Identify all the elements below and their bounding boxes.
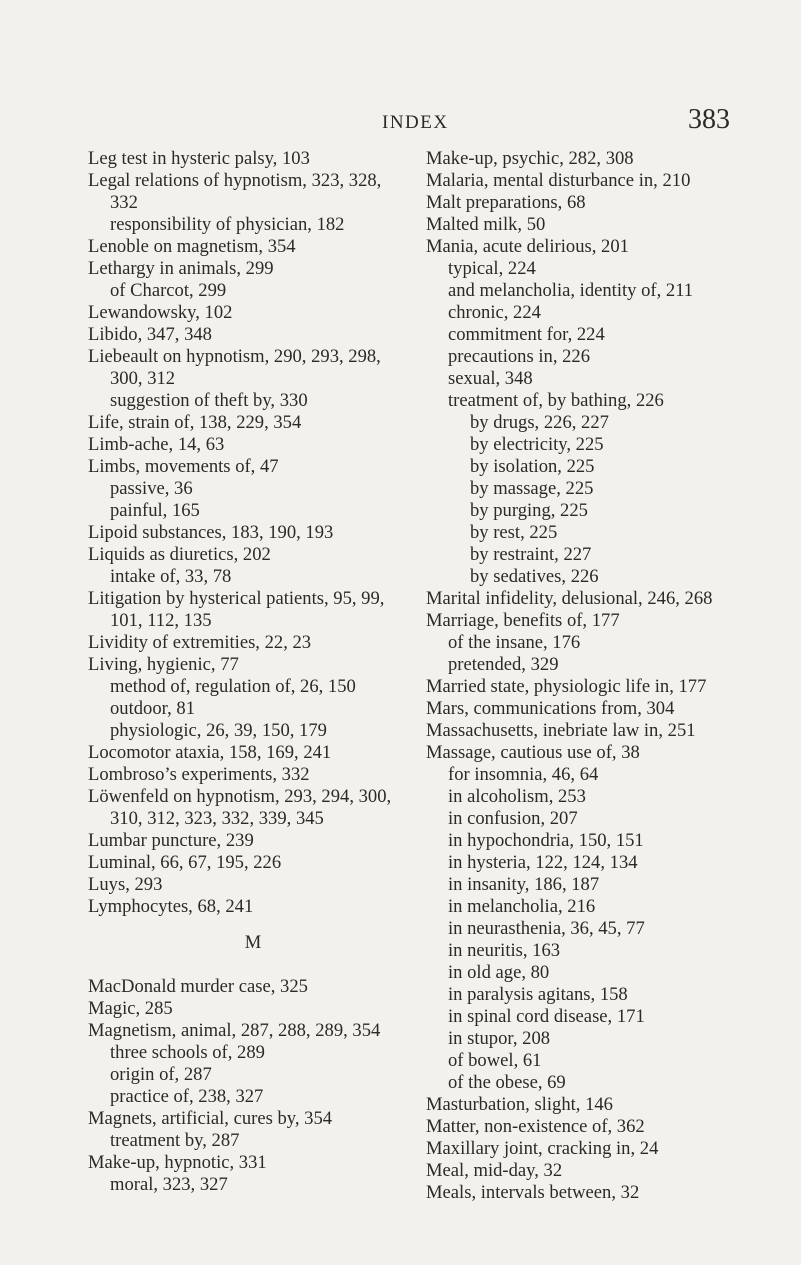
index-entry: Mania, acute delirious, 201 (426, 236, 629, 257)
page-number: 383 (688, 104, 730, 135)
index-subentry: in hypochondria, 150, 151 (448, 830, 644, 851)
index-subentry: in hysteria, 122, 124, 134 (448, 852, 638, 873)
index-subentry: 332 (110, 192, 138, 213)
index-entry: Marriage, benefits of, 177 (426, 610, 620, 631)
index-subentry: by purging, 225 (470, 500, 588, 521)
index-entry: Limbs, movements of, 47 (88, 456, 279, 477)
index-entry: Maxillary joint, cracking in, 24 (426, 1138, 659, 1159)
index-entry: Luys, 293 (88, 874, 163, 895)
index-subentry: origin of, 287 (110, 1064, 212, 1085)
index-column-right (426, 148, 766, 1204)
index-subentry: in confusion, 207 (448, 808, 578, 829)
index-subentry: practice of, 238, 327 (110, 1086, 264, 1107)
index-entry: Lipoid substances, 183, 190, 193 (88, 522, 334, 543)
index-subentry: chronic, 224 (448, 302, 541, 323)
index-entry: Meals, intervals between, 32 (426, 1182, 640, 1203)
index-subentry: commitment for, 224 (448, 324, 605, 345)
section-letter-heading: M (244, 932, 262, 953)
index-entry: Lividity of extremities, 22, 23 (88, 632, 312, 653)
index-subentry: in stupor, 208 (448, 1028, 551, 1049)
index-subentry: of bowel, 61 (448, 1050, 542, 1071)
index-entry: Living, hygienic, 77 (88, 654, 239, 675)
index-entry: Magic, 285 (88, 998, 173, 1019)
index-entry: Malted milk, 50 (426, 214, 546, 235)
index-subentry: outdoor, 81 (110, 698, 195, 719)
index-subentry: passive, 36 (110, 478, 193, 499)
index-subentry: precautions in, 226 (448, 346, 591, 367)
index-column-left (88, 148, 418, 1196)
index-subentry: method of, regulation of, 26, 150 (110, 676, 356, 697)
index-entry: MacDonald murder case, 325 (88, 976, 308, 997)
index-entry: Marital infidelity, delusional, 246, 268 (426, 588, 713, 609)
index-subentry: painful, 165 (110, 500, 200, 521)
index-entry: Löwenfeld on hypnotism, 293, 294, 300, (88, 786, 392, 807)
index-entry: Liquids as diuretics, 202 (88, 544, 271, 565)
index-entry: Limb-ache, 14, 63 (88, 434, 225, 455)
index-subentry: sexual, 348 (448, 368, 533, 389)
index-subentry: in paralysis agitans, 158 (448, 984, 628, 1005)
index-subentry: by rest, 225 (470, 522, 558, 543)
index-subentry: of the insane, 176 (448, 632, 581, 653)
index-subentry: by isolation, 225 (470, 456, 595, 477)
index-subentry: by restraint, 227 (470, 544, 592, 565)
index-subentry: in spinal cord disease, 171 (448, 1006, 645, 1027)
index-entry: Lenoble on magnetism, 354 (88, 236, 296, 257)
index-subentry: of the obese, 69 (448, 1072, 566, 1093)
index-entry: Lumbar puncture, 239 (88, 830, 254, 851)
index-entry: Matter, non-existence of, 362 (426, 1116, 645, 1137)
index-subentry: typical, 224 (448, 258, 536, 279)
index-entry: Married state, physiologic life in, 177 (426, 676, 707, 697)
index-subentry: intake of, 33, 78 (110, 566, 232, 587)
index-entry: Magnets, artificial, cures by, 354 (88, 1108, 333, 1129)
index-entry: Masturbation, slight, 146 (426, 1094, 613, 1115)
index-entry: Malaria, mental disturbance in, 210 (426, 170, 691, 191)
index-subentry: by sedatives, 226 (470, 566, 599, 587)
index-subentry: 300, 312 (110, 368, 176, 389)
index-entry: Lombroso’s experiments, 332 (88, 764, 310, 785)
index-subentry: treatment by, 287 (110, 1130, 240, 1151)
index-subentry: in old age, 80 (448, 962, 550, 983)
index-entry: Make-up, hypnotic, 331 (88, 1152, 267, 1173)
index-subentry: physiologic, 26, 39, 150, 179 (110, 720, 327, 741)
index-entry: Luminal, 66, 67, 195, 226 (88, 852, 282, 873)
index-entry: Lewandowsky, 102 (88, 302, 233, 323)
index-entry: Make-up, psychic, 282, 308 (426, 148, 634, 169)
index-subentry: in neurasthenia, 36, 45, 77 (448, 918, 645, 939)
index-subentry: moral, 323, 327 (110, 1174, 228, 1195)
index-subentry: pretended, 329 (448, 654, 559, 675)
index-entry: Lethargy in animals, 299 (88, 258, 274, 279)
index-subentry: by drugs, 226, 227 (470, 412, 609, 433)
index-subentry: in melancholia, 216 (448, 896, 596, 917)
page-header (0, 104, 801, 144)
index-subentry: 101, 112, 135 (110, 610, 212, 631)
index-entry: Magnetism, animal, 287, 288, 289, 354 (88, 1020, 381, 1041)
index-entry: Malt preparations, 68 (426, 192, 586, 213)
index-subentry: for insomnia, 46, 64 (448, 764, 599, 785)
index-subentry: responsibility of physician, 182 (110, 214, 345, 235)
index-subentry: in neuritis, 163 (448, 940, 561, 961)
index-entry: Legal relations of hypnotism, 323, 328, (88, 170, 382, 191)
index-entry: Liebeault on hypnotism, 290, 293, 298, (88, 346, 381, 367)
index-subentry: suggestion of theft by, 330 (110, 390, 308, 411)
index-subentry: by massage, 225 (470, 478, 594, 499)
index-entry: Meal, mid-day, 32 (426, 1160, 563, 1181)
index-subentry: in insanity, 186, 187 (448, 874, 600, 895)
running-head-title: INDEX (382, 112, 449, 133)
index-subentry: in alcoholism, 253 (448, 786, 586, 807)
index-subentry: and melancholia, identity of, 211 (448, 280, 694, 301)
index-entry: Leg test in hysteric palsy, 103 (88, 148, 310, 169)
index-subentry: by electricity, 225 (470, 434, 604, 455)
index-entry: Massage, cautious use of, 38 (426, 742, 640, 763)
index-entry: Massachusetts, inebriate law in, 251 (426, 720, 696, 741)
index-subentry: three schools of, 289 (110, 1042, 265, 1063)
index-entry: Mars, communications from, 304 (426, 698, 675, 719)
index-entry: Life, strain of, 138, 229, 354 (88, 412, 302, 433)
index-entry: Lymphocytes, 68, 241 (88, 896, 254, 917)
index-entry: Libido, 347, 348 (88, 324, 212, 345)
index-entry: Locomotor ataxia, 158, 169, 241 (88, 742, 332, 763)
index-subentry: of Charcot, 299 (110, 280, 227, 301)
index-subentry: 310, 312, 323, 332, 339, 345 (110, 808, 324, 829)
index-entry: Litigation by hysterical patients, 95, 99, (88, 588, 385, 609)
index-subentry: treatment of, by bathing, 226 (448, 390, 664, 411)
